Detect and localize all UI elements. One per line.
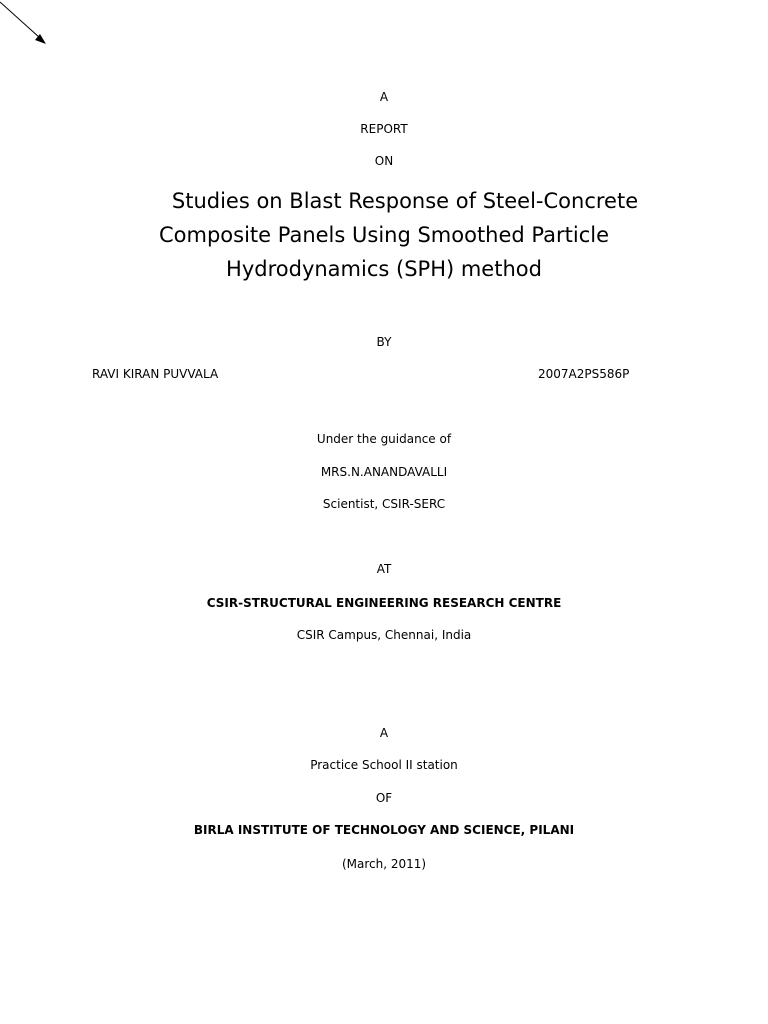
station-of: OF <box>375 791 393 805</box>
header-report: REPORT <box>360 122 408 136</box>
title-line-1: Studies on Blast Response of Steel-Concrete <box>171 189 639 213</box>
station-label: Practice School II station <box>310 758 458 772</box>
header-on: ON <box>374 154 394 168</box>
at-label: AT <box>376 562 392 576</box>
institution-name: CSIR-STRUCTURAL ENGINEERING RESEARCH CENTRE <box>206 596 562 610</box>
title-line-2: Composite Panels Using Smoothed Particle <box>158 223 610 247</box>
guide-name: MRS.N.ANANDAVALLI <box>320 465 448 479</box>
report-date: (March, 2011) <box>341 857 427 871</box>
header-a: A <box>379 90 389 104</box>
author-id: 2007A2PS586P <box>538 367 630 381</box>
guide-title: Scientist, CSIR-SERC <box>322 497 446 511</box>
by-label: BY <box>376 335 392 349</box>
author-name: RAVI KIRAN PUVVALA <box>92 367 219 381</box>
arrow-down-right-icon <box>0 0 60 60</box>
title-line-3: Hydrodynamics (SPH) method <box>226 257 542 281</box>
guidance-label: Under the guidance of <box>316 432 452 446</box>
station-a: A <box>379 726 389 740</box>
university-name: BIRLA INSTITUTE OF TECHNOLOGY AND SCIENCE, PILANI <box>193 823 575 837</box>
institution-address: CSIR Campus, Chennai, India <box>296 628 472 642</box>
